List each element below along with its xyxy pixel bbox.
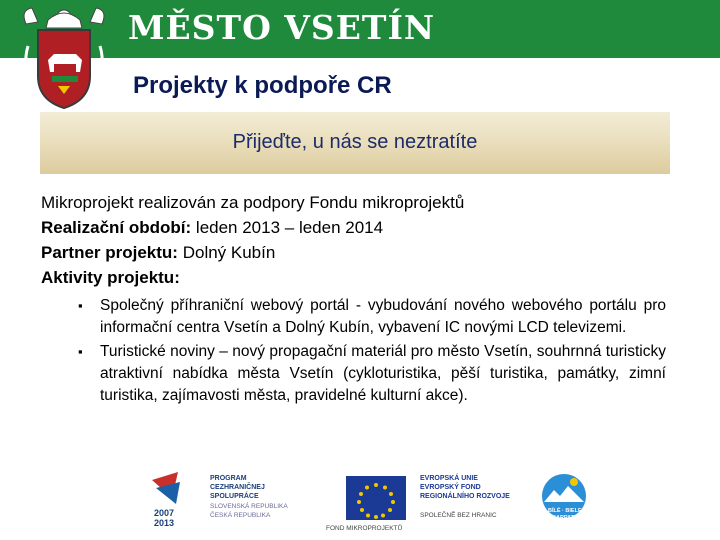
eu-line-1: EVROPSKÁ UNIE [420,475,478,482]
program-line-3: SPOLUPRÁCE [210,493,259,500]
eu-fund-logo [326,473,510,532]
program-line-2: CEZHRANIČNEJ [210,484,265,491]
list-item [41,341,666,407]
program-line-1: PROGRAM [210,475,247,482]
carpathians-line-2: KARPATY [552,515,578,521]
program-year-2: 2013 [154,518,175,528]
city-coat-of-arms-icon [18,6,110,110]
period-value: leden 2013 – leden 2014 [191,218,384,237]
project-description [41,190,666,409]
period-label: Realizační období: [41,218,192,237]
activities-line [41,265,666,290]
program-logo [152,472,288,528]
program-line-4: SLOVENSKÁ REPUBLIKA [210,503,288,510]
eu-line-3: REGIONÁLNÍHO ROZVOJE [420,493,510,500]
eu-slogan: SPOLEČNĚ BEZ HRANIC [420,512,497,519]
funding-line: Mikroprojekt realizován za podpory Fondu mikroprojektů [41,193,465,212]
activities-list [41,295,666,407]
partner-value: Dolný Kubín [177,243,276,262]
list-item-text: Společný příhraniční webový portál - vybudování nového webového portálu pro informační centra Vsetín a Dolný Kubín, vybavení IC novými LCD televizemi. [100,297,666,336]
city-name: MĚSTO VSETÍN [128,8,436,47]
bullet-icon: ▪ [78,298,83,313]
list-item [41,295,666,339]
slogan-text: Přijeďte, u nás se neztratíte [232,131,478,153]
page-title: Projekty k podpoře CR [133,72,392,99]
carpathians-logo [542,474,586,521]
list-item-text: Turistické noviny – nový propagační materiál pro město Vsetín, souhrnná turisticky atraktivní nabídka města Vsetín (cykloturistika, pěší turistika, památky, zimní turistika, zajímavosti města, pravidelné kulturní akce). [100,343,666,404]
partner-line [41,240,666,265]
eu-line-2: EVROPSKÝ FOND [420,484,481,491]
carpathians-line-1: BÍLÉ · BIELE [548,508,582,514]
slogan-banner [40,112,670,174]
period-line [41,215,666,240]
fund-label: FOND MIKROPROJEKTŮ [326,525,403,532]
program-year-1: 2007 [154,508,175,518]
activities-label: Aktivity projektu: [41,268,180,287]
bullet-icon: ▪ [78,344,83,359]
program-line-5: ČESKÁ REPUBLIKA [210,512,271,519]
partner-label: Partner projektu: [41,243,178,262]
sponsor-logos [150,468,590,534]
